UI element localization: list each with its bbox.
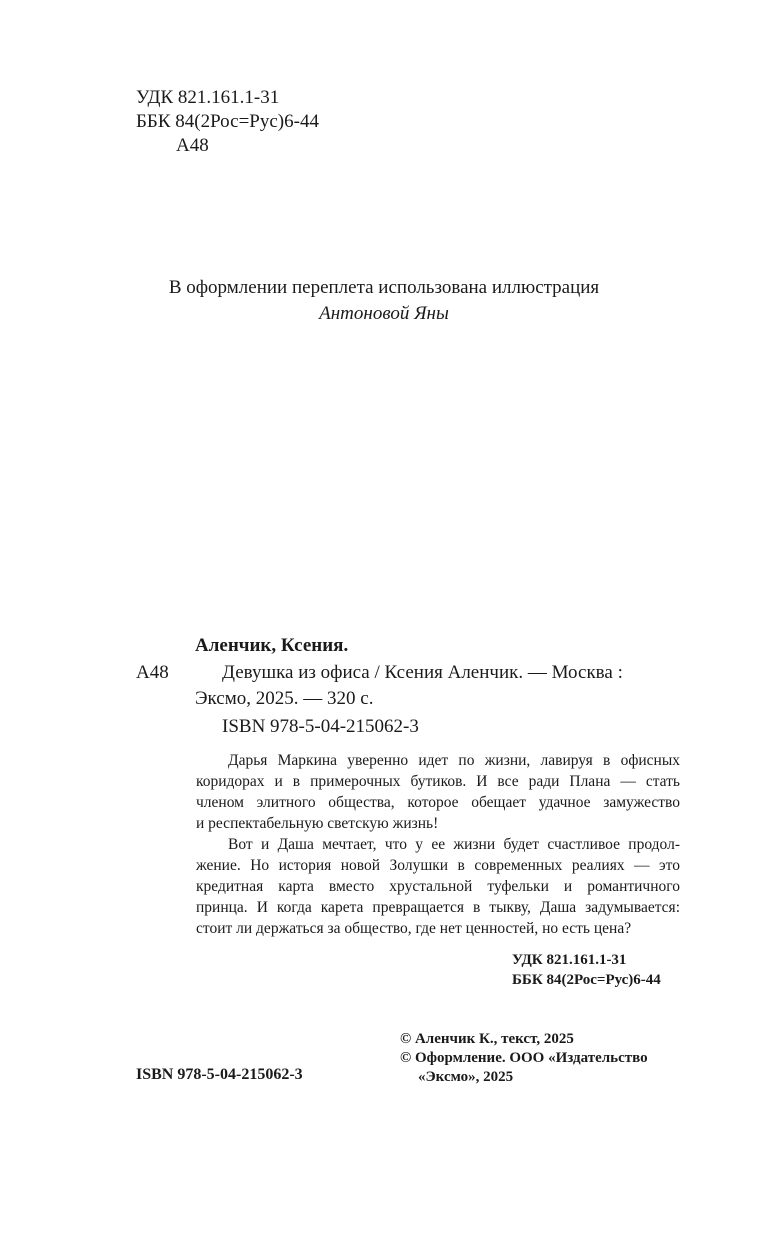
illustration-credit-line: В оформлении переплета использована иллюстрация [168, 277, 600, 298]
udk-top: УДК 821.161.1-31 [136, 87, 280, 108]
bbk-top: ББК 84(2Рос=Рус)6-44 [136, 111, 319, 132]
copyright-text: © Аленчик К., текст, 2025 [400, 1031, 574, 1047]
copyright-publisher: «Эксмо», 2025 [418, 1069, 514, 1085]
annotation-p2-line: Вот и Даша мечтает, что у ее жизни будет счастливое продол- [228, 836, 680, 853]
record-author-mark: А48 [136, 662, 169, 683]
record-isbn: ISBN 978-5-04-215062-3 [222, 716, 419, 737]
annotation-p2-line: принца. И когда карета превращается в тыкву, Даша задумывается: [196, 899, 680, 916]
annotation-p2-line: кредитная карта вместо хрустальной туфельки и романтичного [196, 878, 680, 895]
record-publisher-line: Эксмо, 2025. — 320 с. [195, 688, 374, 709]
annotation-p2-line: жение. Но история новой Золушки в современных реалиях — это [196, 857, 680, 874]
copyright-design: © Оформление. ООО «Издательство [400, 1050, 648, 1066]
bbk-bottom: ББК 84(2Рос=Рус)6-44 [512, 972, 661, 988]
isbn-bottom: ISBN 978-5-04-215062-3 [136, 1066, 303, 1083]
udk-bottom: УДК 821.161.1-31 [512, 952, 627, 968]
annotation-p1-line: коридорах и в примерочных бутиков. И все ради Плана — стать [196, 773, 680, 790]
annotation-p1-line: и респектабельную светскую жизнь! [196, 815, 439, 832]
annotation-p1-line: Дарья Маркина уверенно идет по жизни, лавируя в офисных [228, 752, 680, 769]
annotation-p2-line: стоит ли держаться за общество, где нет ценностей, но есть цена? [196, 920, 632, 937]
author-mark-top: А48 [176, 135, 209, 156]
record-title-line: Девушка из офиса / Ксения Аленчик. — Москва : [222, 662, 623, 683]
annotation-p1-line: членом элитного общества, которое обещает удачное замужество [196, 794, 680, 811]
annotation [196, 750, 680, 939]
illustration-credit-author: Антоновой Яны [319, 303, 449, 324]
record-author-heading: Аленчик, Ксения. [195, 635, 349, 656]
